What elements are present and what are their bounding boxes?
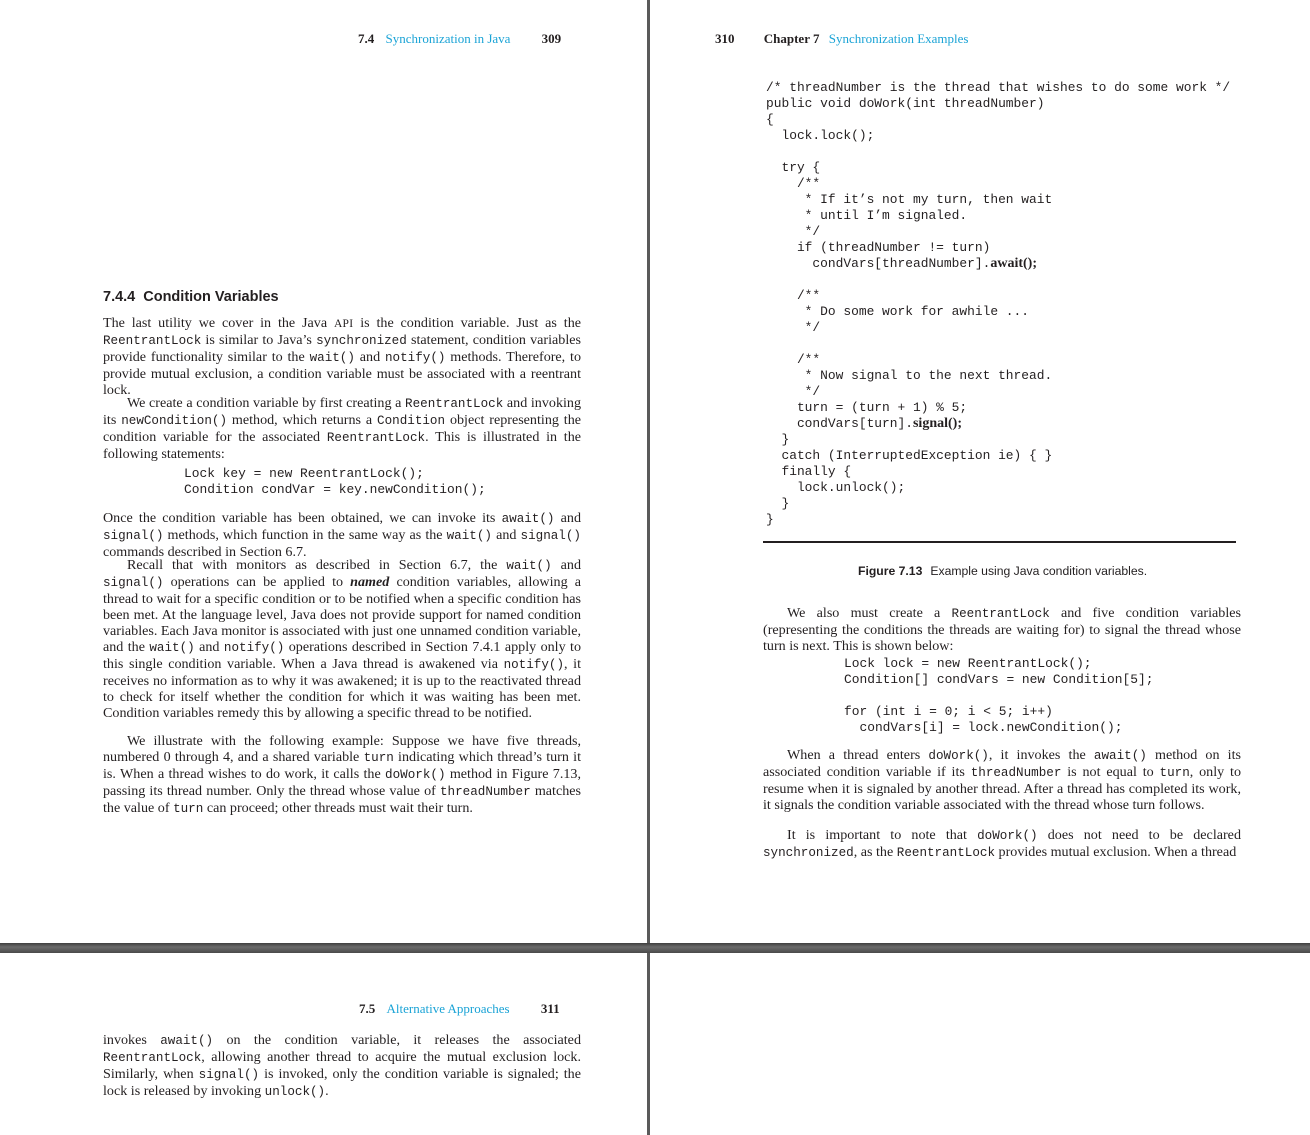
figure-rule xyxy=(763,541,1236,543)
figure-label: Figure 7.13 xyxy=(858,564,923,578)
paragraph-1: We also must create a ReentrantLock and five condition variables (representing the conditions the threads are waiting for) to signal the thread whose turn is next. This is shown below: xyxy=(763,605,1241,654)
header-chapter-title: Synchronization Examples xyxy=(828,31,969,46)
paragraph-3: Once the condition variable has been obtained, we can invoke its await() and signal() methods, which function in the same way as the wait() and signal() commands described in Section 6.7. xyxy=(103,510,582,560)
running-header xyxy=(359,1001,560,1017)
code-line: /** xyxy=(766,176,821,191)
code-line: /** xyxy=(766,288,821,303)
code-line: finally { xyxy=(766,464,852,479)
code-line: { xyxy=(766,112,774,127)
code-line xyxy=(766,272,1230,288)
await-call: await(); xyxy=(990,256,1037,271)
code-snippet: Lock key = new ReentrantLock(); Condition condVar = key.newCondition(); xyxy=(184,466,486,497)
code-line: catch (InterruptedException ie) { } xyxy=(766,448,1053,463)
paragraph-5: We illustrate with the following example: Suppose we have five threads, numbered 0 through 4, and a shared variable turn indicating which thread’s turn it is. When a thread wishes to do work, it calls the doWork() method in Figure 7.13, passing its thread number. Only the thread whose value of threadNumber matches the value of turn can proceed; other threads must wait their turn. xyxy=(103,733,581,816)
signal-call: signal(); xyxy=(912,416,962,431)
code-line xyxy=(766,336,1230,352)
code-line: /* threadNumber is the thread that wishes to do some work */ xyxy=(766,80,1231,95)
code-line: * until I’m signaled. xyxy=(766,208,968,223)
page-divider-horizontal xyxy=(0,943,1310,953)
code-snippet: Lock lock = new ReentrantLock(); Condition[] condVars = new Condition[5]; for (int i = 0; i < 5; i++) condVars[i] = lock.newCondition(); xyxy=(844,656,1154,735)
code-line: } xyxy=(766,496,790,511)
code-line: turn = (turn + 1) % 5; xyxy=(766,400,968,415)
code-line xyxy=(766,144,1230,160)
code-line: if (threadNumber != turn) xyxy=(766,240,991,255)
figure-caption xyxy=(858,564,1147,578)
figure-code xyxy=(766,80,1230,528)
code-line: condVars[turn].signal(); xyxy=(766,416,962,431)
code-line: lock.lock(); xyxy=(766,128,875,143)
code-line: */ xyxy=(766,384,821,399)
code-line: * Do some work for awhile ... xyxy=(766,304,1030,319)
header-section-title: Synchronization in Java xyxy=(385,31,511,46)
page-divider-vertical xyxy=(647,0,650,1135)
paragraph-2: We create a condition variable by first creating a ReentrantLock and invoking its newCondition() method, which returns a Condition object representing the condition variable for the associated ReentrantLock. This is illustrated in the following statements: xyxy=(103,395,582,462)
header-page-number: 311 xyxy=(540,1001,560,1016)
paragraph-4: Recall that with monitors as described in Section 6.7, the wait() and signal() operations can be applied to named condition variables, allowing a thread to wait for a specific condition or to be notified when a specific condition has been met. At the language level, Java does not provide support for named condition variables. Each Java monitor is associated with just one unnamed condition variable, and the wait() and notify() operations described in Section 7.4.1 apply only to this single condition variable. When a Java thread is awakened via notify(), it receives no information as to why it was awakened; it is up to the reactivated thread to check for itself whether the condition for which it was waiting has been met. Condition variables remedy this by allowing a specific thread to be notified. xyxy=(103,557,582,721)
code-line: lock.unlock(); xyxy=(766,480,906,495)
paragraph-2: When a thread enters doWork(), it invokes the await() method on its associated condition variable if its threadNumber is not equal to turn, only to resume when it is signaled by another thread. After a thread has completed its work, it signals the condition variable associated with the thread whose turn follows. xyxy=(763,747,1241,813)
document-page-311 xyxy=(0,953,647,1135)
header-section-number: 7.5 xyxy=(359,1001,376,1016)
section-heading xyxy=(103,289,279,305)
header-section-number: 7.4 xyxy=(358,31,375,46)
running-header xyxy=(715,31,968,47)
paragraph-3: It is important to note that doWork() does not need to be declared synchronized, as the ReentrantLock provides mutual exclusion. When a thread xyxy=(763,827,1241,860)
code-line: try { xyxy=(766,160,821,175)
paragraph-1: invokes await() on the condition variable, it releases the associated ReentrantLock, allowing another thread to acquire the mutual exclusion lock. Similarly, when signal() is invoked, only the condition variable is signaled; the lock is released by invoking unlock(). xyxy=(103,1032,581,1099)
section-number: 7.4.4 xyxy=(103,289,136,305)
document-page-blank xyxy=(650,953,1310,1135)
code-line: * If it’s not my turn, then wait xyxy=(766,192,1053,207)
document-page-310 xyxy=(650,0,1310,943)
code-line: } xyxy=(766,512,774,527)
code-line: */ xyxy=(766,224,821,239)
code-line: /** xyxy=(766,352,821,367)
header-page-number: 310 xyxy=(715,31,735,46)
section-title: Condition Variables xyxy=(143,289,279,305)
code-line: * Now signal to the next thread. xyxy=(766,368,1053,383)
code-line: */ xyxy=(766,320,821,335)
header-chapter: Chapter 7 xyxy=(763,31,820,46)
paragraph-1: The last utility we cover in the Java API is the condition variable. Just as the ReentrantLock is similar to Java’s synchronized statement, condition variables provide functionality similar to the wait() and notify() methods. Therefore, to provide mutual exclusion, a condition variable must be associated with a reentrant lock. xyxy=(103,315,582,398)
figure-caption-text: Example using Java condition variables. xyxy=(930,564,1148,578)
header-page-number: 309 xyxy=(541,31,562,46)
document-page-309 xyxy=(0,0,647,943)
code-line: } xyxy=(766,432,790,447)
code-line: public void doWork(int threadNumber) xyxy=(766,96,1045,111)
running-header xyxy=(358,31,561,47)
header-section-title: Alternative Approaches xyxy=(386,1001,510,1016)
code-line: condVars[threadNumber].await(); xyxy=(766,256,1037,271)
